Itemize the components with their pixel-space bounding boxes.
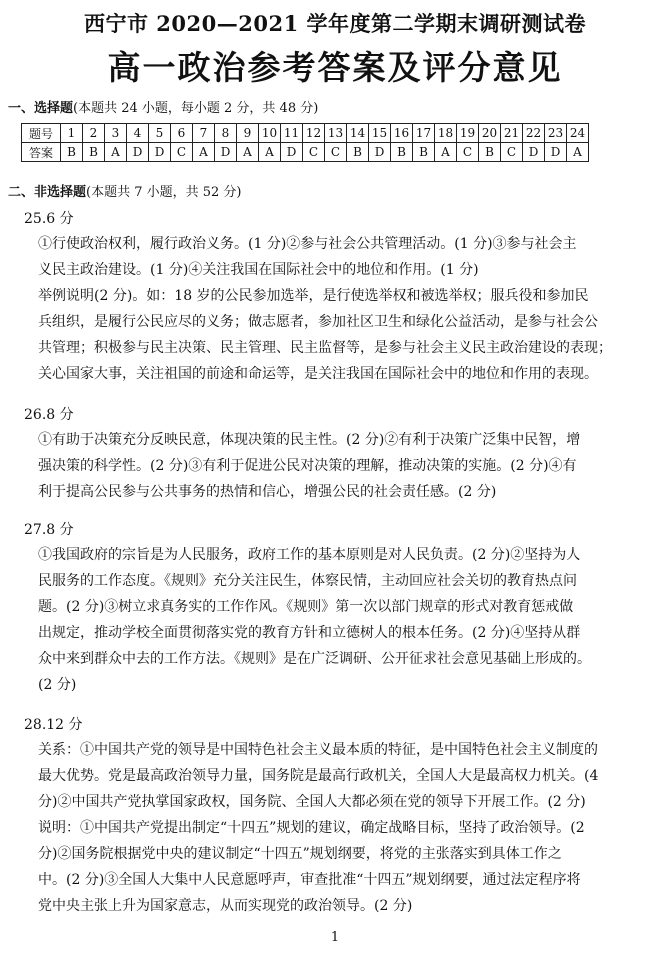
table-cell: A: [193, 143, 215, 162]
table-cell: C: [457, 143, 479, 162]
answer-line: 最大优势。党是最高政治领导力量，国务院是最高行政机关，全国人大是最高权力机关。(4: [38, 768, 599, 784]
table-cell: 8: [215, 124, 237, 143]
table-cell: 23: [545, 124, 567, 143]
question-28-answer: [38, 737, 658, 919]
question-27-answer: [38, 542, 658, 698]
answer-table: [21, 123, 589, 162]
row-head-answer: 答案: [22, 143, 61, 162]
exam-title: 西宁市 2020—2021 学年度第二学期末调研测试卷: [83, 11, 586, 36]
table-cell: 12: [303, 124, 325, 143]
table-cell: 14: [347, 124, 369, 143]
row-head-number: 题号: [22, 124, 61, 143]
answer-line: (2 分): [38, 677, 77, 693]
section-essay-heading: [8, 181, 242, 200]
answer-line: 出规定，推动学校全面贯彻落实党的教育方针和立德树人的根本任务。(2 分)④坚持从群: [38, 625, 581, 641]
table-cell: 9: [237, 124, 259, 143]
table-cell: 5: [149, 124, 171, 143]
table-cell: 20: [479, 124, 501, 143]
answer-line: 举例说明(2 分)。如：18 岁的公民参加选举，是行使选举权和被选举权；服兵役和参加民: [38, 288, 589, 304]
table-cell: D: [215, 143, 237, 162]
table-cell: B: [347, 143, 369, 162]
table-cell: 2: [83, 124, 105, 143]
table-cell: 21: [501, 124, 523, 143]
table-cell: A: [105, 143, 127, 162]
table-cell: 10: [259, 124, 281, 143]
table-cell: D: [127, 143, 149, 162]
table-cell: D: [281, 143, 303, 162]
table-cell: 4: [127, 124, 149, 143]
answer-line: 中。(2 分)③全国人大集中人民意愿呼声，审查批准“十四五”规划纲要，通过法定程序将: [38, 872, 581, 888]
answer-line: 义民主政治建设。(1 分)④关注我国在国际社会中的地位和作用。(1 分): [38, 262, 479, 278]
table-cell: C: [325, 143, 347, 162]
table-cell: B: [61, 143, 83, 162]
question-26-answer: [38, 427, 658, 505]
answer-line: 强决策的科学性。(2 分)③有利于促进公民对决策的理解，推动决策的实施。(2 分)④有: [38, 458, 577, 474]
table-cell: D: [369, 143, 391, 162]
question-25-answer: [38, 231, 658, 387]
table-cell: B: [83, 143, 105, 162]
answer-line: 关系：①中国共产党的领导是中国特色社会主义最本质的特征，是中国特色社会主义制度的: [38, 742, 598, 758]
section-label: 一、选择题: [8, 101, 74, 116]
answer-line: 分)②国务院根据党中央的建议制定“十四五”规划纲要，将党的主张落实到具体工作之: [38, 846, 562, 862]
table-cell: 3: [105, 124, 127, 143]
table-cell: C: [501, 143, 523, 162]
answer-line: 利于提高公民参与公共事务的热情和信心，增强公民的社会责任感。(2 分): [38, 484, 497, 500]
table-cell: 15: [369, 124, 391, 143]
answer-line: 说明：①中国共产党提出制定“十四五”规划的建议，确定战略目标，坚持了政治领导。(2: [38, 820, 585, 836]
question-27-heading: 27.8 分: [24, 522, 74, 538]
question-28-heading: 28.12 分: [24, 717, 83, 733]
table-cell: B: [391, 143, 413, 162]
answer-line: 众中来到群众中去的工作方法。《规则》是在广泛调研、公开征求社会意见基础上形成的。: [38, 651, 591, 667]
answer-line: 党中央主张上升为国家意志，从而实现党的政治领导。(2 分): [38, 898, 413, 914]
table-cell: 24: [567, 124, 589, 143]
section-choice-heading: [8, 97, 318, 116]
table-cell: 16: [391, 124, 413, 143]
answer-line: ①有助于决策充分反映民意，体现决策的民主性。(2 分)②有利于决策广泛集中民智，增: [38, 432, 581, 448]
answer-line: 兵组织，是履行公民应尽的义务；做志愿者，参加社区卫生和绿化公益活动，是参与社会公: [38, 314, 598, 330]
table-cell: 6: [171, 124, 193, 143]
answer-line: ①我国政府的宗旨是为人民服务，政府工作的基本原则是对人民负责。(2 分)②坚持为人: [38, 547, 581, 563]
table-cell: C: [303, 143, 325, 162]
table-row-numbers: [22, 124, 589, 143]
table-cell: 17: [413, 124, 435, 143]
table-cell: 19: [457, 124, 479, 143]
table-row-answers: [22, 143, 589, 162]
answer-line: 民服务的工作态度。《规则》充分关注民生，体察民情，主动回应社会关切的教育热点问: [38, 573, 577, 589]
table-cell: 7: [193, 124, 215, 143]
answer-line: ①行使政治权利，履行政治义务。(1 分)②参与社会公共管理活动。(1 分)③参与社会主: [38, 236, 577, 252]
table-cell: D: [149, 143, 171, 162]
question-26-heading: 26.8 分: [24, 407, 74, 423]
table-cell: B: [479, 143, 501, 162]
section-note: (本题共 24 小题，每小题 2 分，共 48 分): [73, 101, 319, 116]
answer-line: 共管理；积极参与民主决策、民主管理、民主监督等，是参与社会主义民主政治建设的表现；: [38, 340, 612, 356]
table-cell: 18: [435, 124, 457, 143]
answer-line: 题。(2 分)③树立求真务实的工作作风。《规则》第一次以部门规章的形式对教育惩戒做: [38, 599, 574, 615]
table-cell: 1: [61, 124, 83, 143]
table-cell: 13: [325, 124, 347, 143]
table-cell: A: [237, 143, 259, 162]
table-cell: A: [567, 143, 589, 162]
section-label: 二、非选择题: [8, 185, 87, 200]
table-cell: B: [413, 143, 435, 162]
question-25-heading: 25.6 分: [24, 211, 74, 227]
page-number: 1: [330, 930, 340, 945]
answer-line: 分)②中国共产党执掌国家政权，国务院、全国人大都必须在党的领导下开展工作。(2 分): [38, 794, 586, 810]
table-cell: A: [259, 143, 281, 162]
table-cell: D: [545, 143, 567, 162]
answer-line: 关心国家大事，关注祖国的前途和命运等，是关注我国在国际社会中的地位和作用的表现。: [38, 366, 598, 382]
table-cell: 11: [281, 124, 303, 143]
table-cell: C: [171, 143, 193, 162]
document-title: 高一政治参考答案及评分意见: [107, 48, 563, 87]
table-cell: D: [523, 143, 545, 162]
section-note: (本题共 7 小题，共 52 分): [86, 185, 242, 200]
table-cell: A: [435, 143, 457, 162]
table-cell: 22: [523, 124, 545, 143]
